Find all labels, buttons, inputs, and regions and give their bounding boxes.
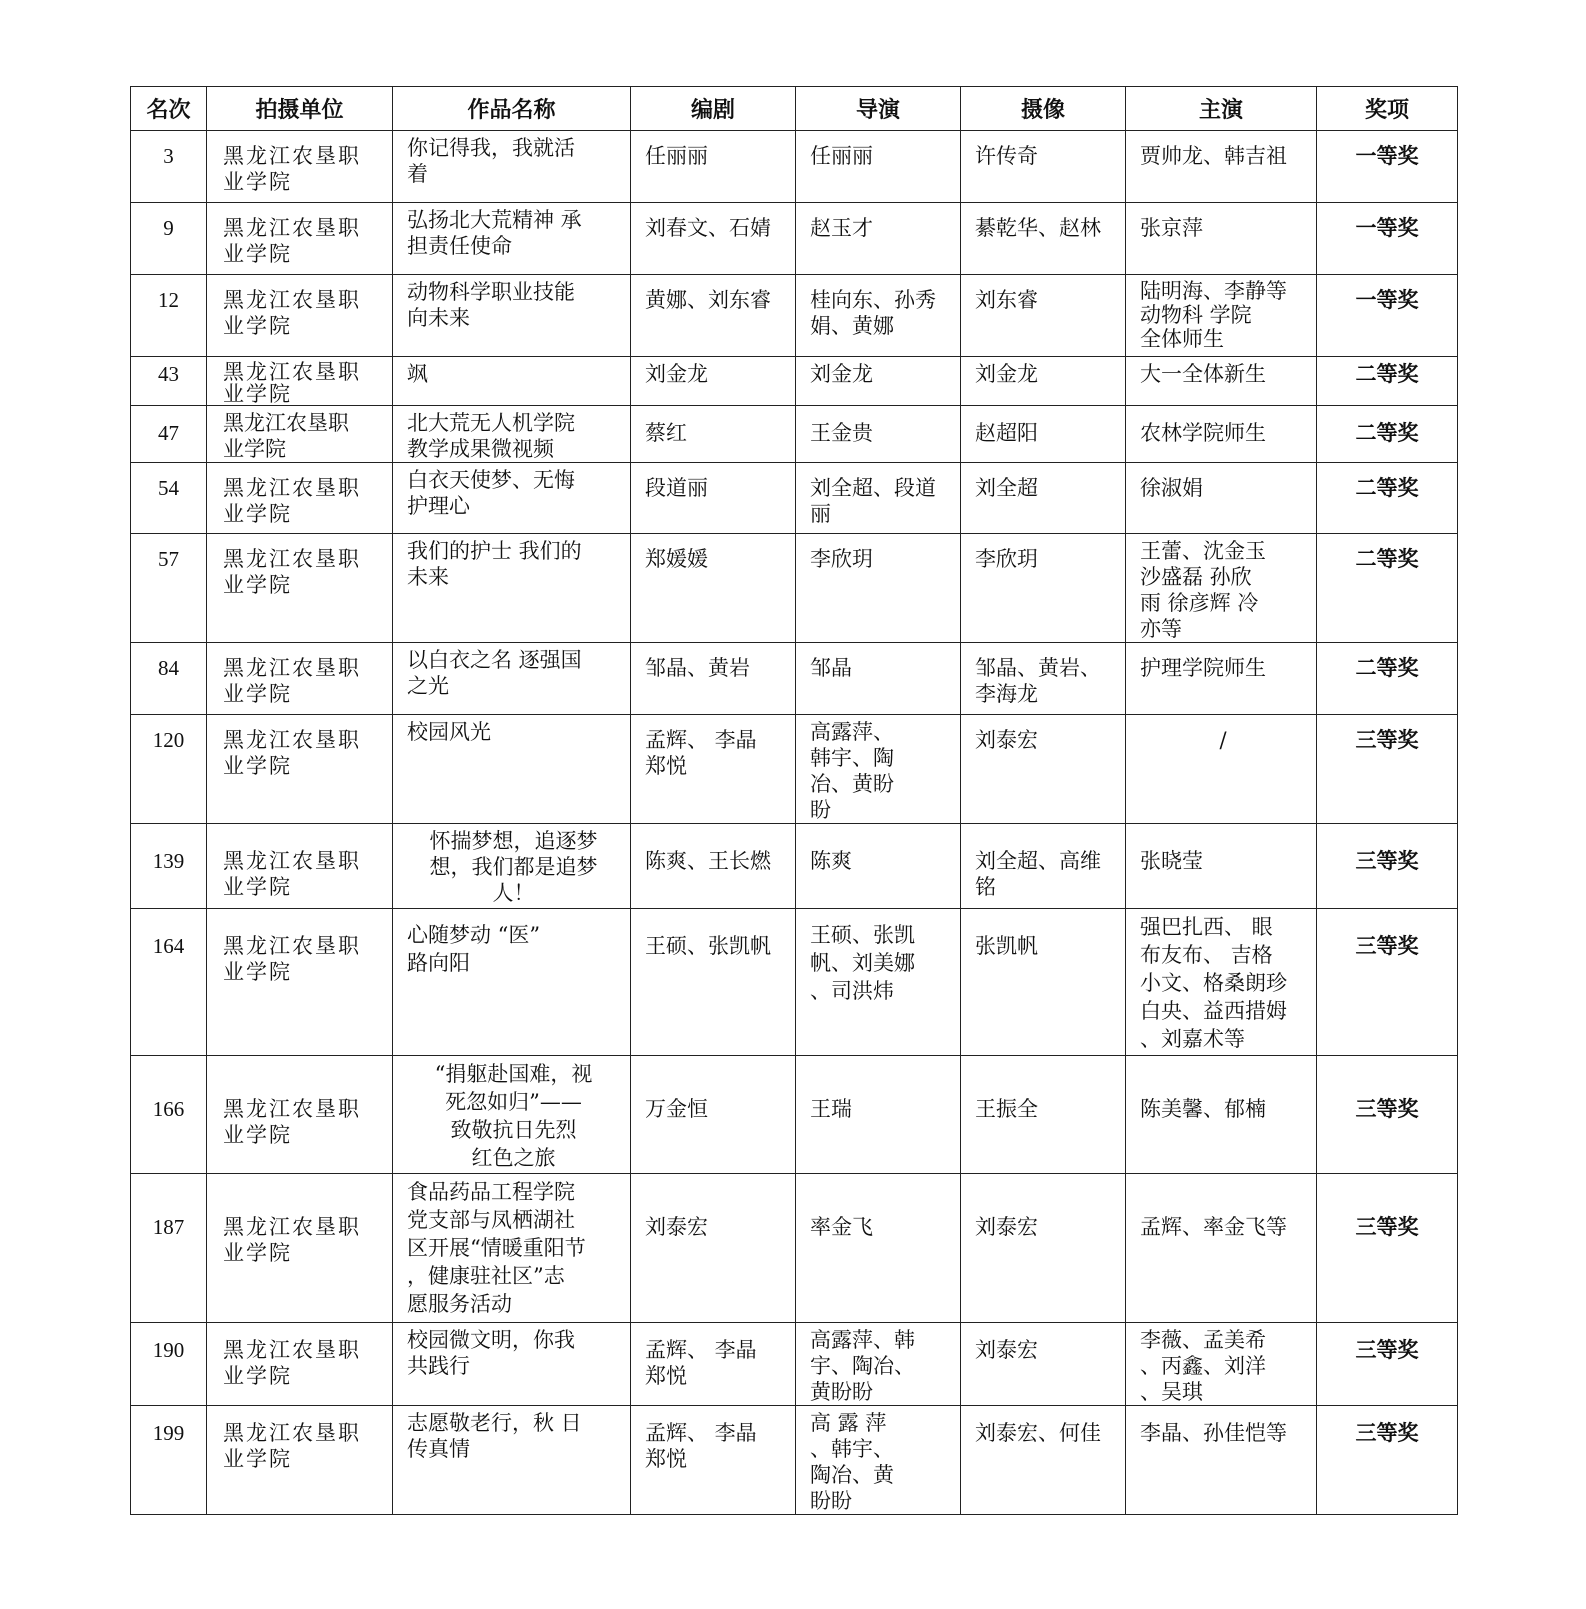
rank-cell: [131, 1056, 207, 1174]
unit-text: 黑龙江农垦职 业学院: [223, 1097, 361, 1147]
award-cell: [1317, 643, 1458, 715]
unit-cell: [207, 1323, 393, 1406]
award-text: 二等奖: [1355, 420, 1419, 445]
unit-text: 黑龙江农垦职 业学院: [223, 476, 361, 526]
cast-text: 护理学院师生: [1140, 656, 1266, 680]
header-rank: 名次: [131, 87, 207, 131]
writer-cell: [631, 715, 796, 824]
writer-cell: [631, 1406, 796, 1515]
title-text: 志愿敬老行，秋 日 传真情: [407, 1411, 582, 1461]
writer-text: 孟辉、 李晶 郑悦: [645, 728, 757, 778]
table-row: [131, 909, 1458, 1056]
title-cell: [393, 824, 631, 909]
rank-cell: [131, 1406, 207, 1515]
cast-cell: [1126, 1406, 1317, 1515]
cast-text: 贾帅龙、韩吉祖: [1140, 144, 1287, 168]
unit-cell: [207, 534, 393, 643]
rank-cell: [131, 275, 207, 357]
writer-cell: [631, 406, 796, 463]
award-cell: [1317, 275, 1458, 357]
award-text: 三等奖: [1355, 727, 1419, 752]
unit-text: 黑龙江农垦职 业学院: [223, 144, 361, 194]
unit-text: 黑龙江农垦职 业学院: [223, 547, 361, 597]
award-cell: [1317, 715, 1458, 824]
director-cell: [796, 406, 961, 463]
unit-cell: [207, 275, 393, 357]
cast-text: 徐淑娟: [1140, 476, 1203, 500]
rank-cell: [131, 406, 207, 463]
unit-cell: [207, 824, 393, 909]
director-text: 任丽丽: [810, 144, 873, 168]
cast-cell: [1126, 824, 1317, 909]
cast-text: /: [1219, 728, 1227, 752]
camera-text: 刘金龙: [975, 362, 1038, 386]
award-text: 三等奖: [1355, 1420, 1419, 1445]
header-unit: 拍摄单位: [207, 87, 393, 131]
award-cell: [1317, 824, 1458, 909]
title-text: 飒: [407, 362, 428, 386]
unit-text: 黑龙江农垦职 业学院: [223, 1421, 361, 1471]
cast-cell: [1126, 463, 1317, 534]
camera-cell: [961, 463, 1126, 534]
writer-text: 刘金龙: [645, 362, 708, 386]
title-cell: [393, 275, 631, 357]
unit-cell: [207, 131, 393, 203]
header-title: 作品名称: [393, 87, 631, 131]
title-cell: [393, 715, 631, 824]
camera-cell: [961, 715, 1126, 824]
cast-text: 陆明海、李静等 动物科 学院 全体师生: [1140, 279, 1287, 351]
table-row: [131, 357, 1458, 406]
director-cell: [796, 824, 961, 909]
rank-text: 43: [158, 362, 179, 386]
awards-table: [130, 86, 1458, 1515]
cast-cell: [1126, 357, 1317, 406]
writer-text: 任丽丽: [645, 144, 708, 168]
writer-text: 孟辉、 李晶 郑悦: [645, 1338, 757, 1388]
rank-text: 164: [152, 934, 185, 958]
award-cell: [1317, 357, 1458, 406]
title-cell: [393, 406, 631, 463]
director-cell: [796, 1323, 961, 1406]
rank-text: 3: [163, 144, 174, 168]
table-row: [131, 203, 1458, 275]
unit-text: 黑龙江农垦职 业学院: [223, 360, 361, 406]
unit-cell: [207, 1056, 393, 1174]
cast-text: 李晶、孙佳恺等: [1140, 1421, 1287, 1445]
unit-text: 黑龙江农垦职 业学院: [223, 216, 361, 266]
award-text: 二等奖: [1355, 655, 1419, 680]
title-cell: [393, 909, 631, 1056]
table-row: [131, 643, 1458, 715]
table-row: [131, 1323, 1458, 1406]
writer-text: 段道丽: [645, 476, 708, 500]
camera-text: 张凯帆: [975, 934, 1038, 958]
unit-cell: [207, 1406, 393, 1515]
table-row: [131, 406, 1458, 463]
title-cell: [393, 357, 631, 406]
unit-cell: [207, 643, 393, 715]
cast-cell: [1126, 1174, 1317, 1323]
title-text: 校园风光: [407, 720, 491, 744]
table-row: [131, 463, 1458, 534]
title-cell: [393, 1174, 631, 1323]
camera-cell: [961, 1406, 1126, 1515]
writer-text: 郑媛媛: [645, 547, 708, 571]
cast-text: 张晓莹: [1140, 849, 1203, 873]
header-writer: 编剧: [631, 87, 796, 131]
writer-text: 王硕、张凯帆: [645, 934, 771, 958]
award-cell: [1317, 1406, 1458, 1515]
table-row: [131, 275, 1458, 357]
camera-text: 刘全超、高维 铭: [975, 849, 1101, 899]
writer-text: 刘泰宏: [645, 1215, 708, 1239]
cast-cell: [1126, 406, 1317, 463]
director-cell: [796, 909, 961, 1056]
title-text: 弘扬北大荒精神 承 担责任使命: [407, 208, 582, 258]
camera-text: 刘泰宏: [975, 728, 1038, 752]
writer-cell: [631, 1174, 796, 1323]
director-text: 桂向东、孙秀 娟、黄娜: [810, 288, 936, 338]
cast-cell: [1126, 715, 1317, 824]
award-text: 一等奖: [1355, 143, 1419, 168]
award-text: 三等奖: [1355, 848, 1419, 873]
director-text: 李欣玥: [810, 547, 873, 571]
camera-cell: [961, 1056, 1126, 1174]
camera-cell: [961, 643, 1126, 715]
table-row: [131, 1056, 1458, 1174]
cast-text: 大一全体新生: [1140, 362, 1266, 386]
unit-cell: [207, 203, 393, 275]
director-text: 刘全超、段道 丽: [810, 476, 936, 526]
award-text: 二等奖: [1355, 361, 1419, 386]
table-row: [131, 824, 1458, 909]
writer-cell: [631, 1056, 796, 1174]
camera-text: 邹晶、黄岩、 李海龙: [975, 656, 1101, 706]
cast-text: 强巴扎西、 眼 布友布、 吉格 小文、格桑朗珍 白央、益西措姆 、刘嘉术等: [1140, 915, 1287, 1051]
director-text: 王硕、张凯 帆、刘美娜 、司洪炜: [810, 923, 915, 1003]
camera-cell: [961, 131, 1126, 203]
writer-text: 黄娜、刘东睿: [645, 288, 771, 312]
table-row: [131, 131, 1458, 203]
writer-text: 蔡红: [645, 421, 687, 445]
unit-cell: [207, 357, 393, 406]
camera-text: 赵超阳: [975, 421, 1038, 445]
title-cell: [393, 643, 631, 715]
award-text: 二等奖: [1355, 546, 1419, 571]
rank-cell: [131, 357, 207, 406]
title-text: 食品药品工程学院 党支部与凤栖湖社 区开展“情暖重阳节 ，健康驻社区”志 愿服务活动: [407, 1180, 586, 1316]
title-cell: [393, 1323, 631, 1406]
rank-cell: [131, 909, 207, 1056]
unit-text: 黑龙江农垦职 业学院: [223, 1215, 361, 1265]
rank-text: 57: [158, 547, 179, 571]
unit-cell: [207, 909, 393, 1056]
cast-text: 陈美馨、郁楠: [1140, 1097, 1266, 1121]
rank-text: 54: [158, 476, 179, 500]
camera-text: 刘全超: [975, 476, 1038, 500]
title-text: 校园微文明，你我 共践行: [407, 1328, 575, 1378]
writer-cell: [631, 203, 796, 275]
unit-text: 黑龙江农垦职 业学院: [223, 411, 349, 461]
camera-cell: [961, 824, 1126, 909]
title-cell: [393, 203, 631, 275]
camera-cell: [961, 357, 1126, 406]
director-text: 陈爽: [810, 849, 852, 873]
rank-text: 47: [158, 421, 179, 445]
cast-text: 李薇、孟美希 、丙鑫、刘洋 、吴琪: [1140, 1328, 1266, 1404]
director-cell: [796, 275, 961, 357]
unit-cell: [207, 1174, 393, 1323]
rank-cell: [131, 131, 207, 203]
director-text: 王金贵: [810, 421, 873, 445]
director-cell: [796, 203, 961, 275]
title-text: 你记得我，我就活 着: [407, 136, 575, 186]
camera-cell: [961, 534, 1126, 643]
header-cast: 主演: [1126, 87, 1317, 131]
writer-text: 刘春文、石婧: [645, 216, 771, 240]
director-text: 高露萍、韩 宇、陶冶、 黄盼盼: [810, 1328, 915, 1404]
award-cell: [1317, 131, 1458, 203]
director-text: 王瑞: [810, 1097, 852, 1121]
director-cell: [796, 131, 961, 203]
table-row: [131, 1174, 1458, 1323]
title-text: 怀揣梦想，追逐梦 想，我们都是追梦 人！: [429, 829, 598, 905]
award-text: 三等奖: [1355, 933, 1419, 958]
cast-cell: [1126, 909, 1317, 1056]
unit-text: 黑龙江农垦职 业学院: [223, 288, 361, 338]
director-cell: [796, 715, 961, 824]
writer-cell: [631, 534, 796, 643]
writer-text: 万金恒: [645, 1097, 708, 1121]
cast-cell: [1126, 131, 1317, 203]
title-cell: [393, 1056, 631, 1174]
rank-text: 12: [158, 288, 179, 312]
unit-text: 黑龙江农垦职 业学院: [223, 934, 361, 984]
title-cell: [393, 463, 631, 534]
writer-cell: [631, 275, 796, 357]
award-cell: [1317, 909, 1458, 1056]
unit-cell: [207, 406, 393, 463]
award-cell: [1317, 203, 1458, 275]
director-text: 赵玉才: [810, 216, 873, 240]
writer-text: 孟辉、 李晶 郑悦: [645, 1421, 757, 1471]
title-cell: [393, 1406, 631, 1515]
title-text: 心随梦动 “医” 路向阳: [407, 923, 541, 975]
writer-cell: [631, 643, 796, 715]
cast-text: 孟辉、率金飞等: [1140, 1215, 1287, 1239]
header-camera: 摄像: [961, 87, 1126, 131]
writer-cell: [631, 131, 796, 203]
director-cell: [796, 1406, 961, 1515]
header-row: [131, 87, 1458, 131]
title-text: 以白衣之名 逐强国 之光: [407, 648, 582, 698]
rank-cell: [131, 824, 207, 909]
title-text: “捐躯赴国难，视 死忽如归”—— 致敬抗日先烈 红色之旅: [434, 1062, 593, 1170]
table-row: [131, 715, 1458, 824]
award-text: 一等奖: [1355, 215, 1419, 240]
unit-text: 黑龙江农垦职 业学院: [223, 849, 361, 899]
award-cell: [1317, 1174, 1458, 1323]
cast-text: 王蕾、沈金玉 沙盛磊 孙欣 雨 徐彦辉 冷 亦等: [1140, 539, 1266, 641]
camera-cell: [961, 203, 1126, 275]
title-text: 我们的护士 我们的 未来: [407, 539, 582, 589]
award-cell: [1317, 1056, 1458, 1174]
unit-text: 黑龙江农垦职 业学院: [223, 728, 361, 778]
rank-text: 9: [163, 216, 174, 240]
rank-text: 166: [152, 1097, 185, 1121]
rank-cell: [131, 1323, 207, 1406]
camera-cell: [961, 406, 1126, 463]
director-cell: [796, 463, 961, 534]
rank-cell: [131, 715, 207, 824]
award-cell: [1317, 534, 1458, 643]
title-cell: [393, 131, 631, 203]
header-award: 奖项: [1317, 87, 1458, 131]
rank-text: 190: [152, 1338, 185, 1362]
rank-text: 84: [158, 656, 179, 680]
writer-cell: [631, 357, 796, 406]
award-text: 三等奖: [1355, 1214, 1419, 1239]
writer-cell: [631, 909, 796, 1056]
rank-text: 199: [152, 1421, 185, 1445]
camera-text: 王振全: [975, 1097, 1038, 1121]
camera-text: 刘泰宏、何佳: [975, 1421, 1101, 1445]
cast-cell: [1126, 203, 1317, 275]
award-cell: [1317, 1323, 1458, 1406]
director-cell: [796, 643, 961, 715]
table-row: [131, 534, 1458, 643]
camera-text: 许传奇: [975, 144, 1038, 168]
director-cell: [796, 1174, 961, 1323]
director-text: 率金飞: [810, 1215, 873, 1239]
director-text: 刘金龙: [810, 362, 873, 386]
award-text: 一等奖: [1355, 287, 1419, 312]
writer-text: 邹晶、黄岩: [645, 656, 750, 680]
award-text: 二等奖: [1355, 475, 1419, 500]
director-text: 高 露 萍 、韩宇、 陶冶、黄 盼盼: [810, 1411, 894, 1513]
rank-cell: [131, 203, 207, 275]
camera-text: 綦乾华、赵林: [975, 216, 1101, 240]
camera-cell: [961, 1323, 1126, 1406]
director-text: 高露萍、 韩宇、陶 冶、黄盼 盼: [810, 720, 894, 822]
cast-cell: [1126, 1323, 1317, 1406]
director-text: 邹晶: [810, 656, 852, 680]
rank-cell: [131, 534, 207, 643]
table-row: [131, 1406, 1458, 1515]
header-director: 导演: [796, 87, 961, 131]
title-text: 动物科学职业技能 向未来: [407, 280, 575, 330]
writer-text: 陈爽、王长燃: [645, 849, 771, 873]
camera-cell: [961, 275, 1126, 357]
title-cell: [393, 534, 631, 643]
award-text: 三等奖: [1355, 1096, 1419, 1121]
rank-cell: [131, 1174, 207, 1323]
camera-text: 刘东睿: [975, 288, 1038, 312]
writer-cell: [631, 824, 796, 909]
award-text: 三等奖: [1355, 1337, 1419, 1362]
rank-text: 120: [152, 728, 185, 752]
camera-text: 刘泰宏: [975, 1338, 1038, 1362]
camera-text: 刘泰宏: [975, 1215, 1038, 1239]
unit-text: 黑龙江农垦职 业学院: [223, 656, 361, 706]
rank-text: 187: [152, 1215, 185, 1239]
cast-text: 张京萍: [1140, 216, 1203, 240]
camera-text: 李欣玥: [975, 547, 1038, 571]
unit-cell: [207, 715, 393, 824]
writer-cell: [631, 1323, 796, 1406]
title-text: 北大荒无人机学院 教学成果微视频: [407, 411, 575, 461]
director-cell: [796, 534, 961, 643]
unit-cell: [207, 463, 393, 534]
rank-cell: [131, 643, 207, 715]
unit-text: 黑龙江农垦职 业学院: [223, 1338, 361, 1388]
rank-text: 139: [152, 849, 185, 873]
cast-cell: [1126, 534, 1317, 643]
camera-cell: [961, 909, 1126, 1056]
cast-cell: [1126, 1056, 1317, 1174]
director-cell: [796, 1056, 961, 1174]
title-text: 白衣天使梦、无悔 护理心: [407, 468, 575, 518]
cast-cell: [1126, 275, 1317, 357]
cast-cell: [1126, 643, 1317, 715]
camera-cell: [961, 1174, 1126, 1323]
award-cell: [1317, 406, 1458, 463]
writer-cell: [631, 463, 796, 534]
cast-text: 农林学院师生: [1140, 421, 1266, 445]
rank-cell: [131, 463, 207, 534]
award-cell: [1317, 463, 1458, 534]
director-cell: [796, 357, 961, 406]
